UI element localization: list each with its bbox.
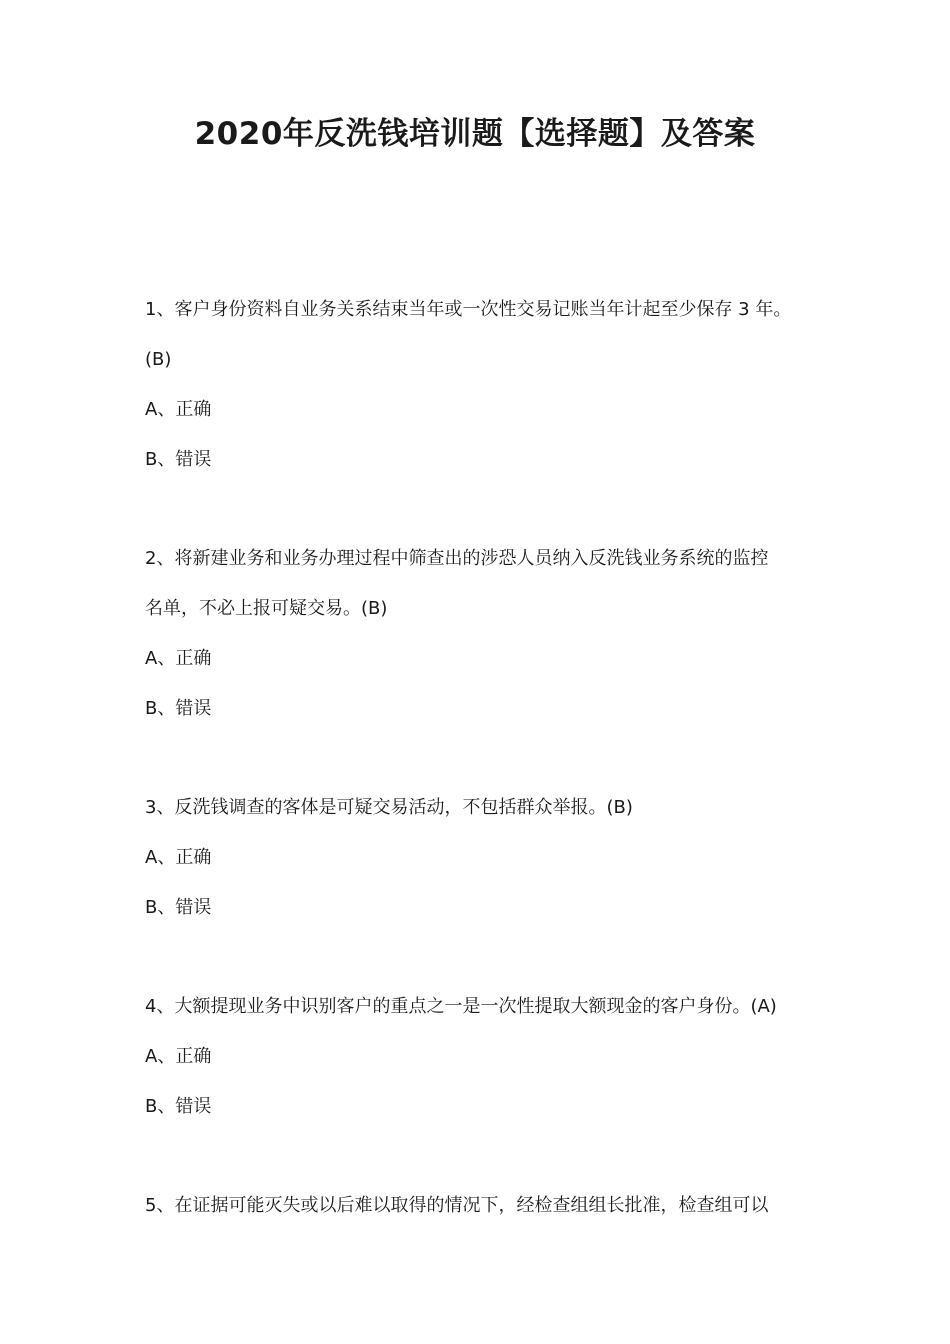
question-1-option-a: A、正确 <box>145 399 212 420</box>
question-1-text: 1、客户身份资料自业务关系结束当年或一次性交易记账当年计起至少保存 3 年。 <box>145 299 792 320</box>
document-title: 2020年反洗钱培训题【选择题】及答案 <box>194 116 756 152</box>
question-3-option-a: A、正确 <box>145 847 212 868</box>
question-4-option-a: A、正确 <box>145 1046 212 1067</box>
question-5-text: 5、在证据可能灭失或以后难以取得的情况下，经检查组组长批准，检查组可以 <box>145 1195 769 1216</box>
question-4-text: 4、大额提现业务中识别客户的重点之一是一次性提取大额现金的客户身份。(A) <box>145 996 777 1017</box>
question-1-answer: (B) <box>145 349 172 370</box>
question-3-option-b: B、错误 <box>145 897 212 918</box>
question-2-option-b: B、错误 <box>145 698 212 719</box>
question-2-text: 2、将新建业务和业务办理过程中筛查出的涉恐人员纳入反洗钱业务系统的监控 <box>145 548 769 569</box>
question-3-text: 3、反洗钱调查的客体是可疑交易活动，不包括群众举报。(B) <box>145 797 633 818</box>
question-1-option-b: B、错误 <box>145 449 212 470</box>
question-2-option-a: A、正确 <box>145 648 212 669</box>
question-2-text-cont: 名单，不必上报可疑交易。(B) <box>145 598 388 619</box>
question-4-option-b: B、错误 <box>145 1096 212 1117</box>
